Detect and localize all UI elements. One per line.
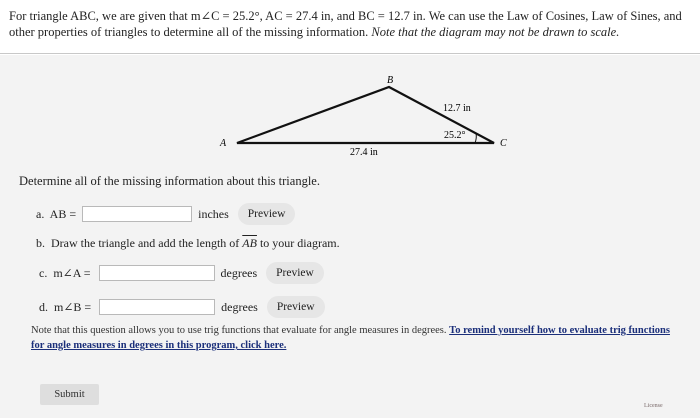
vertex-a-label: A (220, 138, 227, 149)
angle-c-label: 25.2° (444, 130, 466, 141)
problem-header (0, 0, 700, 54)
problem-intro: For triangle ABC, we are given that m∠C = 25.2°, AC = 27.4 in, and BC = 12.7 in. We can use the Law of Cosines, Law of Sines, and other properties of triangles to determine all of the missing information. (9, 9, 682, 39)
part-c-unit: degrees (220, 265, 258, 280)
angle-c-arc (475, 133, 476, 143)
part-d-unit: degrees (221, 299, 258, 314)
angle-b-input[interactable] (99, 299, 215, 315)
part-b-row (36, 236, 340, 251)
angle-a-input[interactable] (99, 265, 215, 281)
part-c-row (39, 262, 324, 284)
vertex-b-label: B (387, 75, 394, 86)
part-a-label: a. AB = (36, 206, 77, 221)
part-b-text-end: to your diagram. (256, 236, 340, 250)
part-c-preview-button[interactable]: Preview (266, 262, 324, 284)
side-bc-label: 12.7 in (443, 103, 471, 114)
part-d-row (39, 296, 325, 318)
submit-button[interactable]: Submit (40, 384, 99, 405)
license-link[interactable]: License (644, 403, 663, 409)
part-a-unit: inches (198, 206, 229, 221)
scale-note: Note that the diagram may not be drawn to scale. (371, 25, 620, 39)
question-heading: Determine all of the missing information about this triangle. (19, 174, 320, 188)
part-d-label: d. m∠B = (39, 299, 92, 314)
triangle-diagram (0, 55, 700, 165)
vertex-c-label: C (500, 138, 507, 149)
side-ac-label: 27.4 in (350, 147, 378, 158)
part-a-preview-button[interactable]: Preview (238, 203, 296, 225)
part-b-text: b. Draw the triangle and add the length of (36, 236, 243, 250)
ab-length-input[interactable] (82, 206, 192, 222)
trig-help-link[interactable]: To remind yourself how to evaluate trig functions for angle measures in degrees in this program, click here. (31, 325, 670, 351)
part-b-segment: $\overline{AB}$ (242, 236, 257, 250)
part-a-row (36, 203, 295, 225)
part-c-label: c. m∠A = (39, 265, 91, 280)
trig-note (31, 323, 671, 353)
part-d-preview-button[interactable]: Preview (267, 296, 325, 318)
problem-statement (9, 8, 689, 40)
trig-note-text: Note that this question allows you to use trig functions that evaluate for angle measures in degrees. (31, 325, 450, 336)
